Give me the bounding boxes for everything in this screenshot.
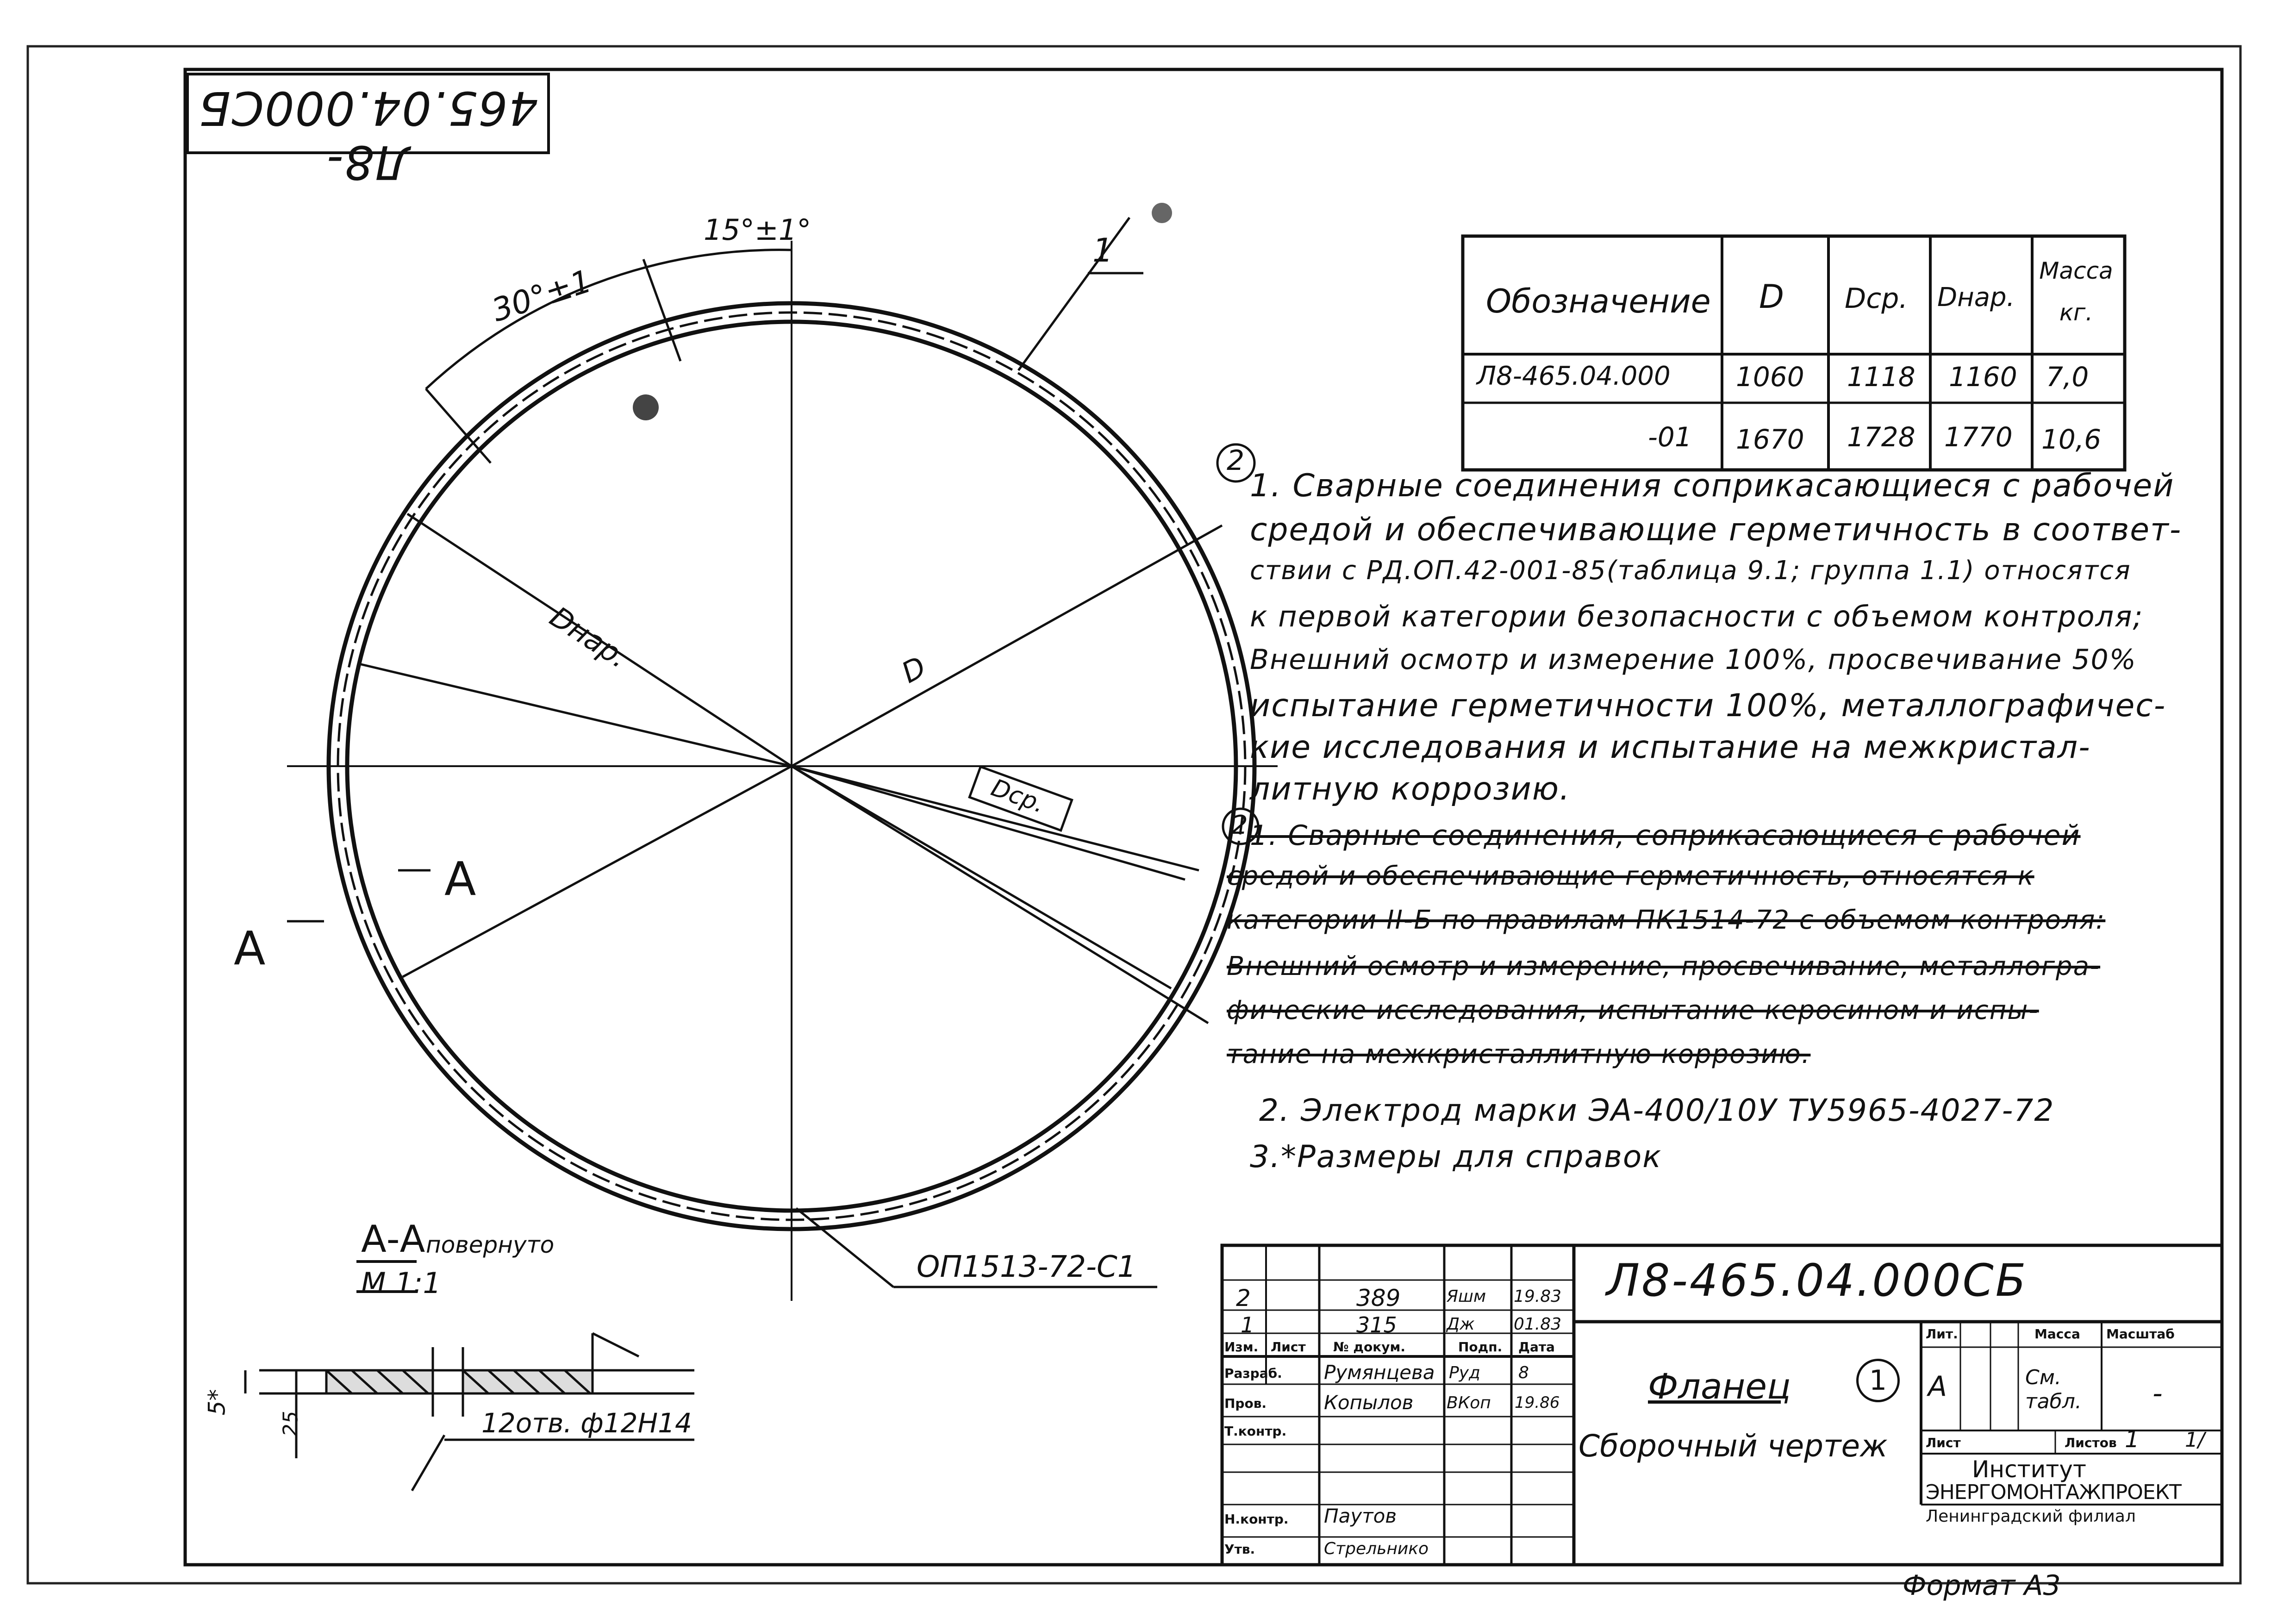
rev-doc: 389 <box>1356 1285 1401 1312</box>
tb-scale-value: - <box>2152 1377 2163 1410</box>
outer-diameter-label: Dнар. <box>544 600 635 675</box>
table-cell: 1118 <box>1847 361 1915 393</box>
tb-role: Разраб. <box>1224 1366 1282 1381</box>
struck-note-line: категории II-Б по правилам ПК1514-72 с объемом контроля: <box>1227 905 2106 935</box>
note-reference-sizes: 3.*Размеры для справок <box>1250 1139 1662 1174</box>
dim-25-label: 25 <box>279 1411 303 1437</box>
callout-1-label: 1 <box>1092 231 1113 269</box>
tb-person: Румянцева <box>1324 1361 1435 1384</box>
table-header-d: D <box>1759 278 1784 316</box>
rev-sign: Дж <box>1447 1315 1475 1334</box>
title-circle-num: 1 <box>1856 1359 1900 1402</box>
struck-note-line: 1. Сварные соединения, соприкасающиеся с рабочей <box>1250 819 2081 852</box>
tb-sheets-value: 1 <box>2125 1426 2140 1453</box>
note-line: ствии с РД.ОП.42-001-85(таблица 9.1; группа 1.1) относятся <box>1250 556 2131 586</box>
note-line: испытание герметичности 100%, металлографичес- <box>1250 687 2166 724</box>
tb-person: Стрельнико <box>1324 1539 1429 1558</box>
table-cell: 1670 <box>1736 424 1804 455</box>
outer-frame <box>28 46 2240 1583</box>
section-a-left-label: А <box>234 921 266 975</box>
institute-line-1: Институт <box>1972 1456 2087 1483</box>
section-a-right-label: А <box>444 852 476 906</box>
table-cell: -01 <box>1648 421 1692 453</box>
weld-callout-label: ОП1513-72-С1 <box>917 1250 1136 1284</box>
tb-mass-value: См. табл. <box>2025 1366 2082 1413</box>
corner-mark: 1/ <box>2185 1428 2205 1452</box>
rev-date: 19.83 <box>1514 1287 1562 1306</box>
tb-sheets-label: Листов <box>2065 1435 2117 1450</box>
institute-line-2: ЭНЕРГОМОНТАЖПРОЕКТ <box>1926 1480 2181 1504</box>
section-rotated-label: повернуто <box>426 1231 555 1258</box>
institute-line-3: Ленинградский филиал <box>1926 1507 2136 1526</box>
tb-header-date: Дата <box>1518 1339 1555 1355</box>
note-electrode: 2. Электрод марки ЭА-400/10У ТУ5965-4027-72 <box>1259 1093 2055 1128</box>
struck-note-line: Внешний осмотр и измерение, просвечивание, металлогра- <box>1227 951 2101 981</box>
table-cell: 1060 <box>1736 361 1804 393</box>
tb-date: 19.86 <box>1515 1393 1560 1412</box>
tb-sign: Руд <box>1449 1363 1480 1382</box>
angle-30-label: 30°±1 <box>487 262 596 330</box>
table-cell: 1728 <box>1847 421 1915 453</box>
table-cell: 10,6 <box>2041 424 2102 455</box>
tb-header-list: Лист <box>1271 1339 1306 1355</box>
title-code: Л8-465.04.000СБ <box>1606 1255 2028 1306</box>
tb-lit-value: А <box>1928 1370 1947 1403</box>
holes-label: 12отв. ф12Н14 <box>481 1407 692 1439</box>
note-line: кие исследования и испытание на межкристал- <box>1250 729 2091 766</box>
hole-mark-2 <box>1152 203 1172 223</box>
hole-mark <box>633 394 659 420</box>
tb-person: Паутов <box>1324 1505 1397 1527</box>
note-line: 1. Сварные соединения соприкасающиеся с рабочей <box>1250 468 2175 504</box>
note-marker: 2 <box>1227 444 1245 477</box>
tb-person: Копылов <box>1324 1391 1414 1414</box>
tb-mass-label: Масса <box>2034 1326 2080 1342</box>
tb-header-sign: Подп. <box>1458 1339 1503 1355</box>
note-marker: 2 <box>1231 810 1248 840</box>
inner-diameter-label: D <box>896 650 932 690</box>
rev-date: 01.83 <box>1514 1315 1562 1334</box>
tb-role: Т.контр. <box>1224 1424 1287 1439</box>
struck-note-line: тание на межкристаллитную коррозию. <box>1227 1039 1811 1069</box>
table-cell: Л8-465.04.000 <box>1477 361 1671 391</box>
struck-note-line: фические исследования, испытание керосином и испы- <box>1227 995 2039 1025</box>
note-line: к первой категории безопасности с объемом контроля; <box>1250 600 2144 633</box>
mean-diameter-label: Dср. <box>987 774 1048 819</box>
section-title: А-А <box>361 1218 425 1261</box>
tb-sheet-label: Лист <box>1926 1435 1961 1450</box>
format-label: Формат А3 <box>1903 1569 2061 1602</box>
note-line: средой и обеспечивающие герметичность в соответ- <box>1250 512 2182 548</box>
tb-role: Н.контр. <box>1224 1512 1289 1527</box>
note-line: Внешний осмотр и измерение 100%, просвечивание 50% <box>1250 643 2137 676</box>
dim-5-label: 5* <box>203 1389 231 1416</box>
rev-sign: Яшм <box>1447 1287 1486 1306</box>
table-cell: 1160 <box>1949 361 2017 393</box>
section-arrows <box>287 870 430 921</box>
table-cell: 1770 <box>1944 421 2013 453</box>
angle-arc <box>426 250 792 389</box>
tb-role: Утв. <box>1224 1542 1255 1557</box>
title-name: Фланец <box>1648 1366 1791 1407</box>
rev-izm: 1 <box>1241 1312 1254 1337</box>
section-scale: М 1:1 <box>361 1266 441 1300</box>
tb-sign: ВКоп <box>1447 1393 1491 1412</box>
rev-doc: 315 <box>1356 1312 1397 1337</box>
tb-lit-label: Лит. <box>1926 1326 1958 1342</box>
table-cell: 7,0 <box>2046 361 2089 393</box>
note-line: литную коррозию. <box>1250 771 1571 807</box>
tb-header-izm: Изм. <box>1224 1339 1259 1355</box>
title-doc-type: Сборочный чертеж <box>1578 1428 1888 1464</box>
table-header-mass: Масса кг. <box>2039 257 2113 326</box>
tb-role: Пров. <box>1224 1396 1267 1411</box>
table-header-dnar: Dнар. <box>1937 282 2015 312</box>
table-header-designation: Обозначение <box>1486 282 1711 320</box>
tb-date: 8 <box>1518 1363 1529 1382</box>
tb-scale-label: Масштаб <box>2106 1326 2175 1342</box>
rev-izm: 2 <box>1236 1285 1251 1312</box>
struck-note-line: средой и обеспечивающие герметичность, относятся к <box>1227 861 2034 891</box>
table-header-dsr: Dср. <box>1845 282 1908 315</box>
angle-15-label: 15°±1° <box>704 213 811 247</box>
rotated-drawing-code: Л8-465.04.000СБ <box>198 81 538 189</box>
tb-header-doc: № докум. <box>1333 1339 1406 1355</box>
